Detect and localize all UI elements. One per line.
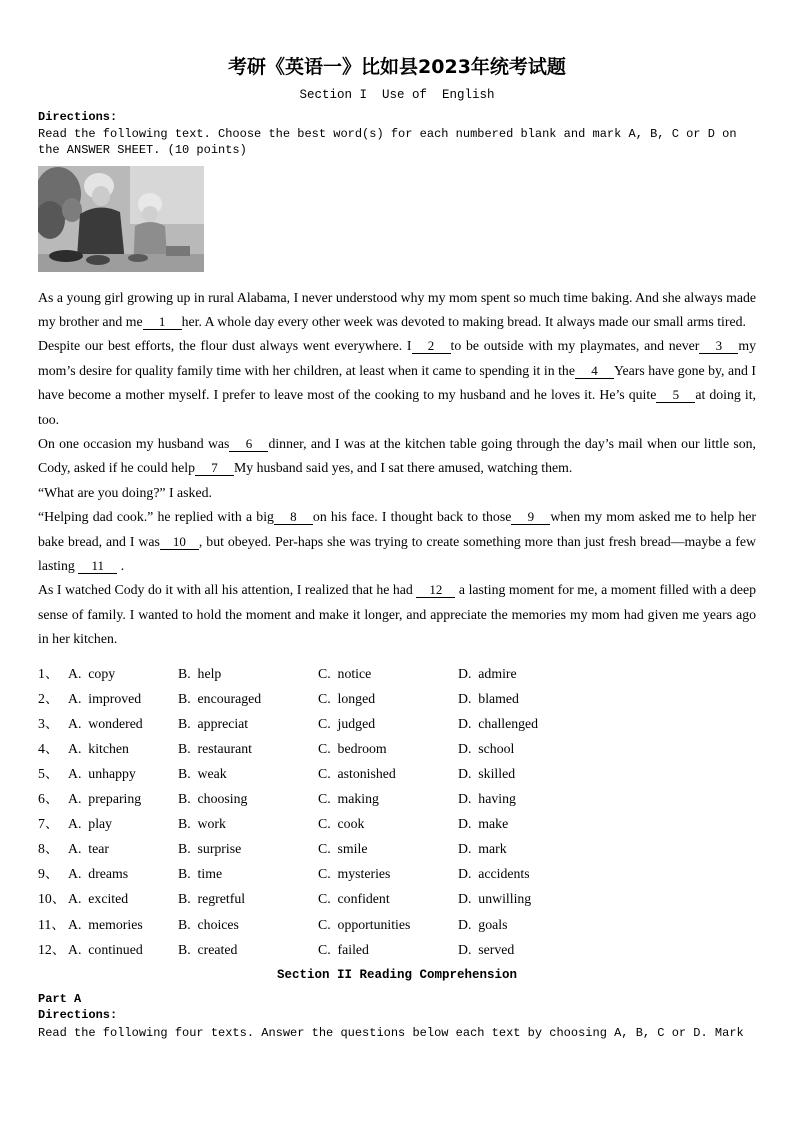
question-option: D. unwilling — [458, 891, 532, 907]
cloze-blank: 8 — [274, 509, 313, 525]
cloze-blank: 4 — [575, 363, 614, 379]
question-row — [38, 736, 756, 761]
question-option: D. mark — [458, 841, 507, 857]
question-row — [38, 886, 756, 911]
question-row — [38, 861, 756, 886]
section1-heading: Section I Use of English — [299, 88, 495, 102]
question-option: D. served — [458, 941, 515, 957]
cloze-blank: 9 — [511, 509, 550, 525]
question-option: A. improved — [68, 690, 142, 706]
question-option: B. weak — [178, 765, 227, 781]
baking-photo — [38, 166, 204, 272]
question-row — [38, 711, 756, 736]
cloze-blank: 6 — [229, 436, 268, 452]
question-option: B. help — [178, 665, 222, 681]
question-option: C. opportunities — [318, 916, 411, 932]
passage-paragraph: “Helping dad cook.” he replied with a big 8 on his face. I thought back to those 9 when my mom asked me to help her bake bread, and I was 10 , but obeyed. Per-haps she was trying to create something more than just fresh bread—maybe a few lasting 11 . — [38, 509, 757, 573]
passage-paragraph: “What are you doing?” I asked. — [38, 484, 212, 500]
question-option: D. make — [458, 816, 509, 832]
passage-paragraph: On one occasion my husband was 6 dinner, and I was at the kitchen table going through the day’s mail when our little son, Cody, asked if he could help 7 My husband said yes, and I sat there amused, watching them. — [38, 435, 756, 476]
question-number: 8、 — [38, 841, 59, 857]
question-row — [38, 811, 756, 836]
question-option: C. failed — [318, 941, 369, 957]
baking-photo-illustration — [38, 166, 204, 272]
question-option: C. smile — [318, 841, 368, 857]
question-number: 4、 — [38, 740, 59, 756]
question-row — [38, 761, 756, 786]
cloze-blank: 5 — [656, 387, 695, 403]
question-option: D. blamed — [458, 690, 519, 706]
question-option: C. cook — [318, 816, 365, 832]
question-option: B. choosing — [178, 791, 248, 807]
passage-paragraph: Despite our best efforts, the flour dust always went everywhere. I 2 to be outside with my playmates, and never 3 my mom’s desire for quality family time with her children, at least when it came to spending it in the 4 Years have gone by, and I have become a mother myself. I prefer to leave most of the cooking to my husband and he loves it. He’s quite 5 at doing it, too. — [38, 338, 757, 427]
part-a-label: Part A — [38, 991, 82, 1006]
question-option: A. copy — [68, 665, 116, 681]
question-number: 11、 — [38, 916, 66, 932]
question-option: B. choices — [178, 916, 239, 932]
question-number: 2、 — [38, 690, 59, 706]
question-option: B. restaurant — [178, 740, 252, 756]
cloze-blank: 7 — [195, 460, 234, 476]
question-number: 6、 — [38, 791, 59, 807]
question-row — [38, 937, 756, 962]
question-row — [38, 786, 756, 811]
question-option: D. accidents — [458, 866, 530, 882]
document-title: 考研《英语一》比如县2023年统考试题 — [228, 56, 566, 78]
question-list — [38, 661, 756, 962]
question-option: B. regretful — [178, 891, 246, 907]
question-option: C. bedroom — [318, 740, 387, 756]
question-option: C. longed — [318, 690, 376, 706]
passage-paragraph: As I watched Cody do it with all his attention, I realized that he had 12 a lasting moment for me, a moment filled with a deep sense of family. I wanted to hold the moment and make it longer, and appreciate the memories my mom had given me years ago in her kitchen. — [38, 582, 756, 647]
question-number: 7、 — [38, 816, 59, 832]
question-number: 9、 — [38, 866, 59, 882]
question-option: B. work — [178, 816, 226, 832]
cloze-blank: 11 — [78, 558, 117, 574]
question-option: C. astonished — [318, 765, 396, 781]
directions-text: Read the following text. Choose the best word(s) for each numbered blank and mark A, B, C or D on the ANSWER SHEET. (10 points) — [38, 126, 737, 157]
question-option: D. admire — [458, 665, 517, 681]
cloze-blank: 3 — [699, 338, 738, 354]
question-option: A. kitchen — [68, 740, 129, 756]
passage — [38, 286, 756, 652]
cloze-blank: 1 — [143, 314, 182, 330]
section2-heading: Section II Reading Comprehension — [276, 967, 518, 982]
cloze-blank: 12 — [416, 582, 455, 598]
question-option: D. goals — [458, 916, 508, 932]
question-number: 1、 — [38, 665, 59, 681]
question-option: A. continued — [68, 941, 143, 957]
question-option: A. memories — [68, 916, 143, 932]
question-option: D. skilled — [458, 765, 516, 781]
question-option: A. play — [68, 816, 113, 832]
question-row — [38, 686, 756, 711]
question-option: D. challenged — [458, 715, 539, 731]
question-option: C. confident — [318, 891, 390, 907]
question-number: 10、 — [38, 891, 66, 907]
question-option: B. appreciat — [178, 715, 249, 731]
question-option: D. having — [458, 791, 516, 807]
cloze-blank: 2 — [412, 338, 451, 354]
question-option: B. created — [178, 941, 238, 957]
question-option: C. judged — [318, 715, 376, 731]
question-row — [38, 836, 756, 861]
question-option: D. school — [458, 740, 515, 756]
question-option: A. tear — [68, 841, 109, 857]
question-option: B. encouraged — [178, 690, 262, 706]
question-option: C. notice — [318, 665, 372, 681]
question-option: C. making — [318, 791, 379, 807]
cloze-blank: 10 — [160, 534, 199, 550]
question-row — [38, 912, 756, 937]
question-option: A. preparing — [68, 791, 142, 807]
section2-directions-text: Read the following four texts. Answer the questions below each text by choosing A, B, C or D. Mark — [38, 1025, 744, 1040]
question-option: A. wondered — [68, 715, 143, 731]
directions2-label: Directions: — [38, 1008, 118, 1023]
directions-label: Directions: — [38, 110, 118, 124]
question-number: 12、 — [38, 941, 66, 957]
question-option: B. time — [178, 866, 223, 882]
question-option: A. dreams — [68, 866, 129, 882]
question-option: A. unhappy — [68, 765, 136, 781]
passage-paragraph: As a young girl growing up in rural Alabama, I never understood why my mom spent so much time baking. And she always made my brother and me 1 her. A whole day every other week was devoted to making bread. It always made our small arms tired. — [38, 289, 756, 329]
question-option: C. mysteries — [318, 866, 391, 882]
question-number: 5、 — [38, 765, 59, 781]
question-option: B. surprise — [178, 841, 242, 857]
question-row — [38, 661, 756, 686]
question-number: 3、 — [38, 715, 59, 731]
question-option: A. excited — [68, 891, 129, 907]
